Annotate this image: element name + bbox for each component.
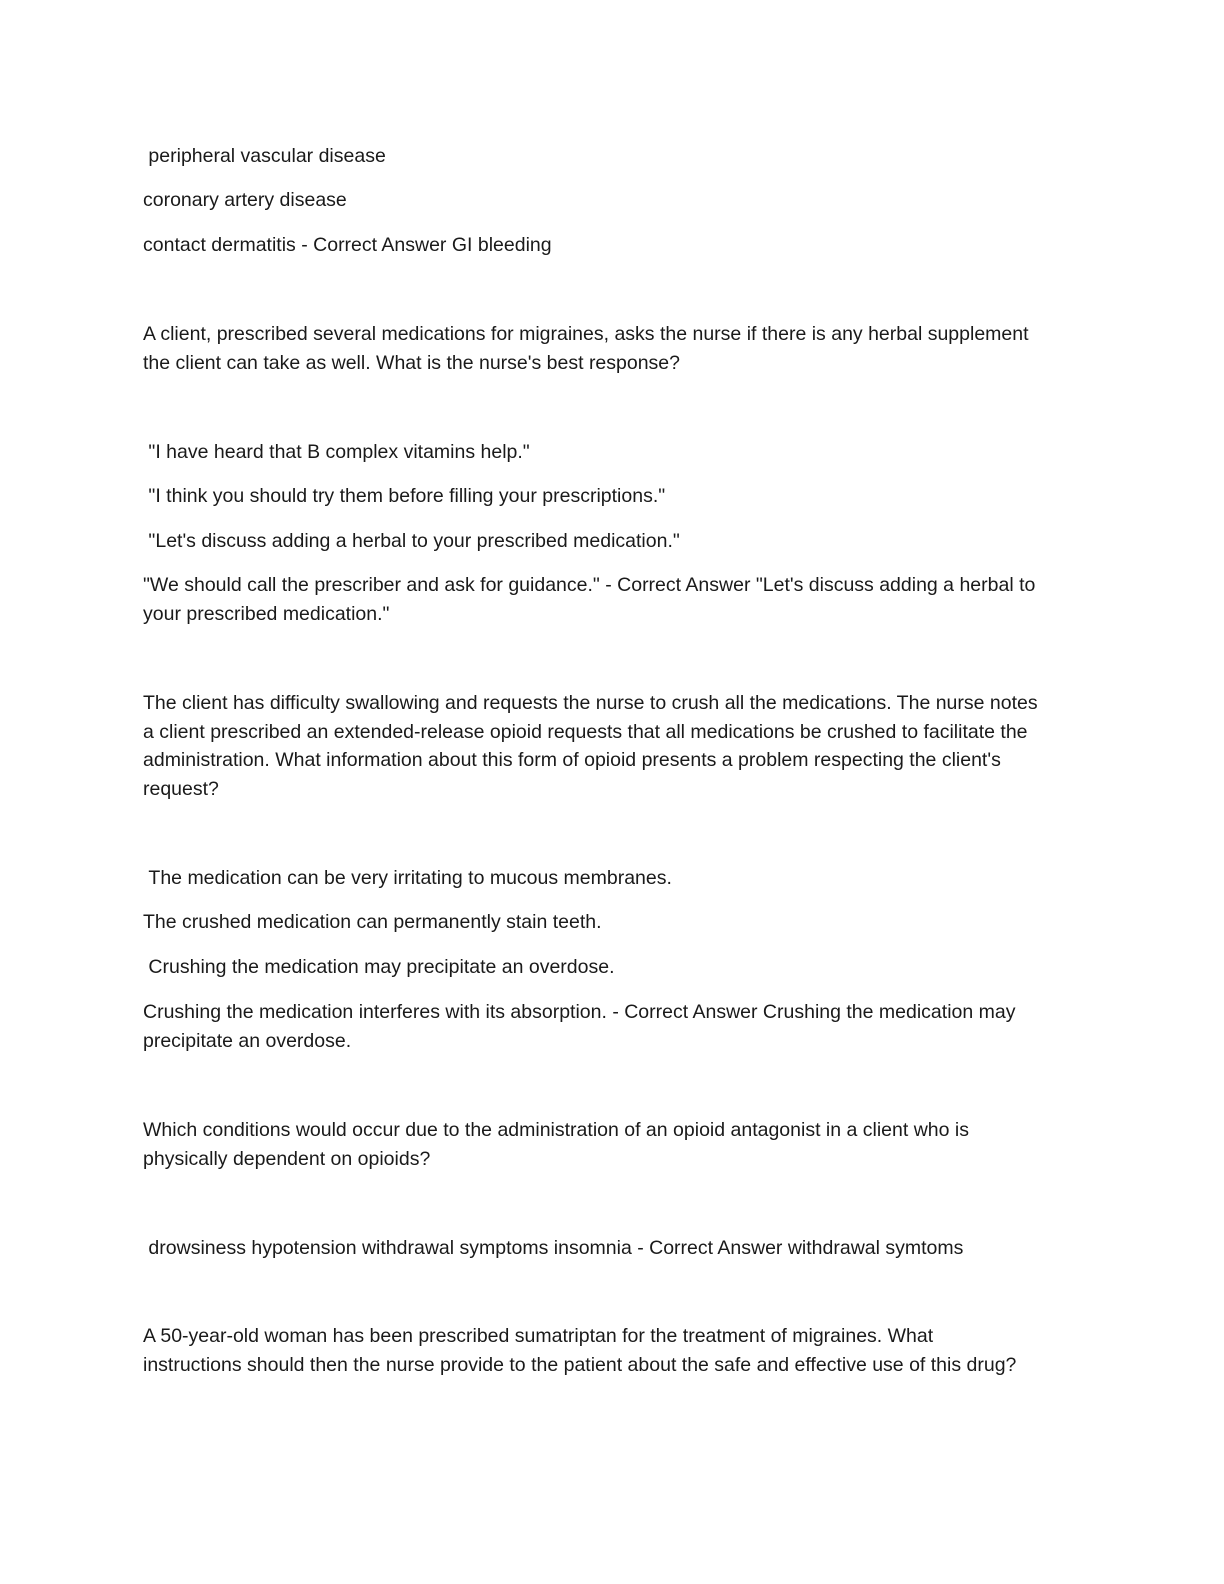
question-line: Which conditions would occur due to the administration of an opioid antagonist in a client who is bbox=[143, 1119, 969, 1141]
answer-option-line: precipitate an overdose. bbox=[143, 1030, 352, 1052]
answer-option-line: The crushed medication can permanently stain teeth. bbox=[143, 911, 602, 933]
answer-option-line: "I think you should try them before filling your prescriptions." bbox=[143, 485, 666, 507]
answer-option-line: "I have heard that B complex vitamins help." bbox=[143, 441, 530, 463]
question-line: instructions should then the nurse provide to the patient about the safe and effective use of this drug? bbox=[143, 1354, 1017, 1376]
answer-option-line: "Let's discuss adding a herbal to your prescribed medication." bbox=[143, 530, 680, 552]
question-line: administration. What information about this form of opioid presents a problem respecting the client's bbox=[143, 749, 1001, 771]
answer-option-line: drowsiness hypotension withdrawal symptoms insomnia - Correct Answer withdrawal symtoms bbox=[143, 1237, 964, 1259]
question-line: The client has difficulty swallowing and requests the nurse to crush all the medications. The nurse notes bbox=[143, 692, 1038, 714]
answer-option-line: contact dermatitis - Correct Answer GI bleeding bbox=[143, 234, 552, 256]
question-line: request? bbox=[143, 778, 219, 800]
question-line: a client prescribed an extended-release opioid requests that all medications be crushed to facilitate the bbox=[143, 721, 1028, 743]
answer-option-line: Crushing the medication interferes with its absorption. - Correct Answer Crushing the medication may bbox=[143, 1001, 1016, 1023]
question-line: A client, prescribed several medications for migraines, asks the nurse if there is any herbal supplement bbox=[143, 323, 1029, 345]
answer-option-line: coronary artery disease bbox=[143, 189, 347, 211]
question-line: A 50-year-old woman has been prescribed sumatriptan for the treatment of migraines. What bbox=[143, 1325, 934, 1347]
answer-option-line: "We should call the prescriber and ask for guidance." - Correct Answer "Let's discuss adding a herbal to bbox=[143, 574, 1036, 596]
question-line: physically dependent on opioids? bbox=[143, 1148, 431, 1170]
answer-option-line: your prescribed medication." bbox=[143, 603, 390, 625]
question-line: the client can take as well. What is the nurse's best response? bbox=[143, 352, 681, 374]
answer-option-line: The medication can be very irritating to mucous membranes. bbox=[143, 867, 672, 889]
answer-option-line: Crushing the medication may precipitate an overdose. bbox=[143, 956, 615, 978]
answer-option-line: peripheral vascular disease bbox=[143, 145, 386, 167]
